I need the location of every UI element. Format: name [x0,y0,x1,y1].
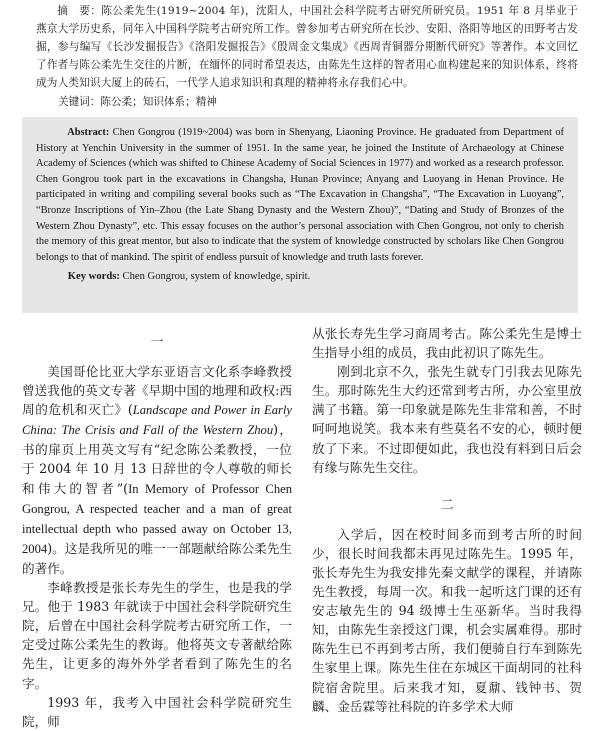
chinese-abstract [36,2,578,92]
section-heading-one: 一 [150,335,164,350]
paragraph: 入学后，因在校时间多而到考古所的时间少，很长时间我都未再见过陈先生。1995 年，张长寿先生为我安排先秦文献学的课程，并请陈先生教授，每周一次。和我一起听这门课的还有安志敏先生的 94 级博士生巫新华。当时我得知，由陈先生亲授这门课，机会实属难得。那时陈先生已不再到考古所，我们便骑自行车到陈先生家里上课。陈先生住在东城区干面胡同的社科院宿舍院里。后来我才知，夏鼐、钱钟书、贺麟、金岳霖等社科院的许多学术大师 [312,526,582,714]
dedication-english: In Memory of Professor Chen Gongrou, A respected teacher and a man of great intellectual depth who passed away on October 13, 2004 [22,481,292,556]
body-left-column [22,324,292,731]
english-abstract-label: Abstract: [67,127,110,138]
paragraph-text: 美国哥伦比亚大学东亚语言文化系李峰教授曾送我他的英文专著《早期中国的地理和政权:西周的危机和灭亡》( [22,364,292,418]
paragraph-continued: 从张长寿先生学习商周考古。陈公柔先生是博士生指导小组的成员，我由此初识了陈先生。 [312,326,582,361]
paragraph: 李峰教授是张长寿先生的学生，也是我的学兄。他于 1983 年就读于中国社会科学院研究生院，后曾在中国社会科学院考古研究所工作，一定受过陈公柔先生的教诲。他将英文专著献给陈先生，让更多的海外外学者看到了陈先生的名字。 [22,580,292,691]
paragraph-text: )。这是我所见的唯一一部题献给陈公柔先生的著作。 [22,540,292,576]
paragraph [22,362,292,578]
chinese-keywords [58,94,578,110]
chinese-keywords-label: 关键词： [58,96,101,108]
paragraph: 1993 年，我考入中国社会科学院研究生院，师 [22,694,292,729]
chinese-abstract-text: 陈公柔先生(1919~2004 年)，沈阳人，中国社会科学院考古研究所研究员。1951 年 8 月毕业于燕京大学历史系，同年入中国科学院考古研究所工作。曾参加考古研究所在长沙、安阳、洛阳等地区的田野考古发掘，参与编写《长沙发掘报告》《洛阳发掘报告》《殷周金文集成》《西周青铜器分期断代研究》等著作。本文回忆了作者与陈公柔先生交往的片断，在缅怀的同时希望表达，由陈先生这样的智者用心血构建起来的知识体系，终将成为人类知识大厦上的砖石，一代学人追求知识和真理的精神将永存我们心中。 [36,5,578,89]
english-abstract-box [22,117,578,313]
paragraph: 刚到北京不久，张先生就专门引我去见陈先生。那时陈先生大约还常到考古所，办公室里放满了书籍。第一印象就是陈先生非常和善，不时呵呵地说笑。我本来有些莫名不安的心，顿时便放了下来。不过即便如此，我也没有料到日后会有缘与陈先生交往。 [312,364,582,475]
book-title-english: Landscape and Power in Early China: The Crisis and Fall of the Western Zhou [22,403,292,438]
english-keywords-label: Key words: [67,271,120,283]
chinese-keywords-text: 陈公柔；知识体系；精神 [100,96,217,108]
paragraph-text: )，书的扉页上用英文写有“纪念陈公柔教授，一位于 2004 年 10 月 13 日辞世的令人尊敬的师长和伟大的智者”( [22,422,292,496]
english-keywords [68,269,564,285]
english-abstract [36,125,564,265]
english-keywords-text: Chen Gongrou, system of knowledge, spirit. [119,271,311,283]
section-heading-two: 二 [440,497,454,513]
body-right-column [312,324,582,716]
chinese-abstract-label: 摘 要： [57,5,102,17]
section-spacer [312,477,582,487]
english-abstract-text: Chen Gongrou (1919~2004) was born in Shenyang, Liaoning Province. He graduated from Department of History at Yenchin University in the summer of 1951. In the same year, he joined the Institute of Archaeology at Chinese Academy of Sciences (which was shifted to Chinese Academy of Social Sciences in 1977) and worked as a research professor. Chen Gongrou took part in the excavations in Changsha, Hunan Province; Anyang and Luoyang in Henan Province. He participated in writing and compiling several books such as “The Excavation in Changsha”, “The Excavation in Luoyang”, “Bronze Inscriptions of Yin–Zhou (the Late Shang Dynasty and the Western Zhou)”, “Dating and Study of Bronzes of the Western Zhou Dynasty”, etc. This essay focuses on the author’s personal association with Chen Gongrou, not only to cherish the memory of this great mentor, but also to indicate that the system of knowledge constructed by scholars like Chen Gongrou belongs to that of mankind. The spirit of endless pursuit of knowledge and truth lasts forever. [36,127,564,263]
